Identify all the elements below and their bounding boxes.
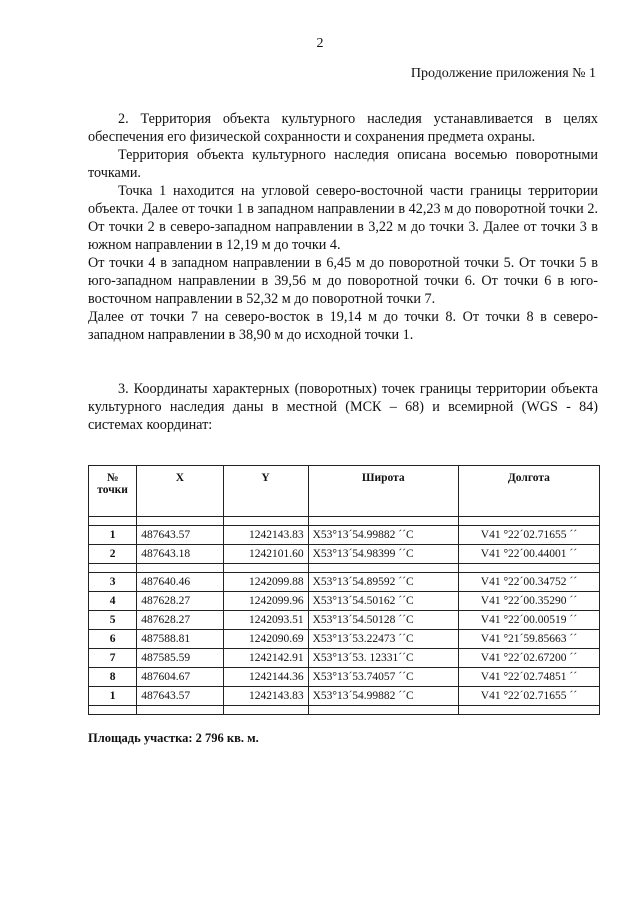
table-row bbox=[89, 545, 600, 564]
cell-y: 1242143.83 bbox=[223, 687, 308, 706]
table-spacer-row bbox=[89, 706, 600, 715]
section-2-paragraph-1: 2. Территория объекта культурного наследия устанавливается в целях обеспечения его физической сохранности и сохранения предмета охраны. bbox=[88, 111, 598, 145]
cell-latitude: X53°13´54.99882 ´´C bbox=[308, 526, 458, 545]
cell-latitude: X53°13´54.98399 ´´C bbox=[308, 545, 458, 564]
cell-x: 487643.57 bbox=[137, 687, 223, 706]
cell-point-number: 4 bbox=[89, 592, 137, 611]
cell-longitude: V41 °22´02.71655 ´´ bbox=[458, 526, 599, 545]
section-2-paragraph-5: Далее от точки 7 на северо-восток в 19,14 м до точки 8. От точки 8 в северо-западном направлении в 38,90 м до исходной точки 1. bbox=[88, 309, 598, 343]
header-longitude: Долгота bbox=[458, 466, 599, 517]
cell-latitude: X53°13´54.99882 ´´C bbox=[308, 687, 458, 706]
section-3-paragraph-1: 3. Координаты характерных (поворотных) точек границы территории объекта культурного наследия даны в местной (МСК – 68) и всемирной (WGS - 84) системах координат: bbox=[88, 381, 598, 433]
cell-point-number: 6 bbox=[89, 630, 137, 649]
table-row bbox=[89, 573, 600, 592]
cell-x: 487628.27 bbox=[137, 592, 223, 611]
section-2 bbox=[88, 110, 598, 344]
cell-longitude: V41 °22´00.35290 ´´ bbox=[458, 592, 599, 611]
cell-y: 1242093.51 bbox=[223, 611, 308, 630]
cell-x: 487628.27 bbox=[137, 611, 223, 630]
cell-point-number: 2 bbox=[89, 545, 137, 564]
header-y: Y bbox=[223, 466, 308, 517]
cell-x: 487643.18 bbox=[137, 545, 223, 564]
cell-point-number: 8 bbox=[89, 668, 137, 687]
cell-latitude: X53°13´53. 12331´´C bbox=[308, 649, 458, 668]
cell-longitude: V41 °22´00.34752 ´´ bbox=[458, 573, 599, 592]
plot-area: Площадь участка: 2 796 кв. м. bbox=[88, 731, 259, 745]
cell-longitude: V41 °22´02.67200 ´´ bbox=[458, 649, 599, 668]
cell-longitude: V41 °22´00.00519 ´´ bbox=[458, 611, 599, 630]
table-spacer-row bbox=[89, 517, 600, 526]
cell-y: 1242144.36 bbox=[223, 668, 308, 687]
section-3 bbox=[88, 380, 598, 434]
cell-longitude: V41 °22´02.74851 ´´ bbox=[458, 668, 599, 687]
cell-latitude: X53°13´54.50128 ´´C bbox=[308, 611, 458, 630]
table-row bbox=[89, 592, 600, 611]
header-latitude: Широта bbox=[308, 466, 458, 517]
coordinates-table bbox=[88, 465, 600, 715]
cell-y: 1242099.96 bbox=[223, 592, 308, 611]
section-2-paragraph-3: Точка 1 находится на угловой северо-восточной части границы территории объекта. Далее от точки 1 в западном направлении в 42,23 м до поворотной точки 2. От точки 2 в северо-западном направлении в 3,22 м до точки 3. Далее от точки 3 в южном направлении в 12,19 м до точки 4. bbox=[88, 183, 598, 253]
cell-x: 487585.59 bbox=[137, 649, 223, 668]
cell-y: 1242090.69 bbox=[223, 630, 308, 649]
section-2-paragraph-4: От точки 4 в западном направлении в 6,45 м до поворотной точки 5. От точки 5 в юго-западном направлении в 39,56 м до поворотной точки 6. От точки 6 в юго-восточном направлении в 52,32 м до поворотной точки 7. bbox=[88, 255, 598, 307]
cell-longitude: V41 °21´59.85663 ´´ bbox=[458, 630, 599, 649]
table-header-row bbox=[89, 466, 600, 517]
cell-point-number: 3 bbox=[89, 573, 137, 592]
table-row bbox=[89, 526, 600, 545]
cell-y: 1242142.91 bbox=[223, 649, 308, 668]
table-row bbox=[89, 649, 600, 668]
table-row bbox=[89, 668, 600, 687]
appendix-continuation: Продолжение приложения № 1 bbox=[410, 66, 596, 81]
page-number: 2 bbox=[316, 36, 324, 51]
cell-point-number: 7 bbox=[89, 649, 137, 668]
cell-latitude: X53°13´53.22473 ´´C bbox=[308, 630, 458, 649]
cell-y: 1242099.88 bbox=[223, 573, 308, 592]
cell-latitude: X53°13´53.74057 ´´C bbox=[308, 668, 458, 687]
cell-x: 487643.57 bbox=[137, 526, 223, 545]
table-spacer-row bbox=[89, 564, 600, 573]
cell-longitude: V41 °22´00.44001 ´´ bbox=[458, 545, 599, 564]
cell-x: 487640.46 bbox=[137, 573, 223, 592]
cell-longitude: V41 °22´02.71655 ´´ bbox=[458, 687, 599, 706]
header-point-number: № точки bbox=[89, 466, 137, 517]
cell-y: 1242143.83 bbox=[223, 526, 308, 545]
cell-point-number: 1 bbox=[89, 687, 137, 706]
table-row bbox=[89, 611, 600, 630]
cell-x: 487588.81 bbox=[137, 630, 223, 649]
cell-point-number: 5 bbox=[89, 611, 137, 630]
table-row bbox=[89, 630, 600, 649]
cell-point-number: 1 bbox=[89, 526, 137, 545]
header-x: X bbox=[137, 466, 223, 517]
table-row bbox=[89, 687, 600, 706]
cell-latitude: X53°13´54.50162 ´´C bbox=[308, 592, 458, 611]
cell-y: 1242101.60 bbox=[223, 545, 308, 564]
section-2-paragraph-2: Территория объекта культурного наследия описана восемью поворотными точками. bbox=[88, 147, 598, 181]
cell-latitude: X53°13´54.89592 ´´C bbox=[308, 573, 458, 592]
cell-x: 487604.67 bbox=[137, 668, 223, 687]
